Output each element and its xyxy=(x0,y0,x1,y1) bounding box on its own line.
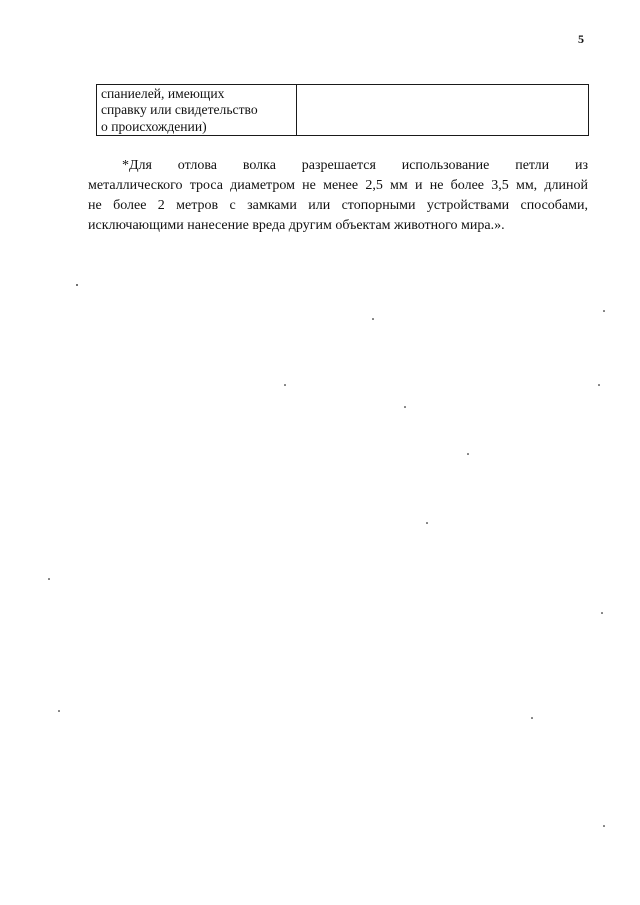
footnote-line: *Для отлова волка разрешается использование петли из xyxy=(122,158,588,173)
scan-speck xyxy=(58,710,60,712)
scan-speck xyxy=(426,522,428,524)
scan-speck xyxy=(404,406,406,408)
table-cell-line: спаниелей, имеющих xyxy=(101,86,225,101)
page-number: 5 xyxy=(578,32,584,46)
scan-speck xyxy=(601,612,603,614)
footnote-paragraph xyxy=(88,156,588,236)
scan-speck xyxy=(76,284,78,286)
footnote-line: исключающими нанесение вреда другим объектам животного мира.». xyxy=(88,218,505,233)
scan-speck xyxy=(603,825,605,827)
table-cell-left xyxy=(97,85,297,135)
table-cell-line: о происхождении) xyxy=(101,118,207,134)
scan-speck xyxy=(372,318,374,320)
scan-speck xyxy=(598,384,600,386)
footnote-line: не более 2 метров с замками или стопорными устройствами способами, xyxy=(88,198,588,213)
table-cell-line: справку или свидетельство xyxy=(101,102,258,118)
scan-speck xyxy=(467,453,469,455)
scan-speck xyxy=(603,310,605,312)
scan-speck xyxy=(48,578,50,580)
table-cell-right xyxy=(297,85,588,135)
footnote-line: металлического троса диаметром не менее 2,5 мм и не более 3,5 мм, длиной xyxy=(88,178,588,193)
document-table xyxy=(96,84,589,136)
scan-speck xyxy=(284,384,286,386)
scan-speck xyxy=(531,717,533,719)
